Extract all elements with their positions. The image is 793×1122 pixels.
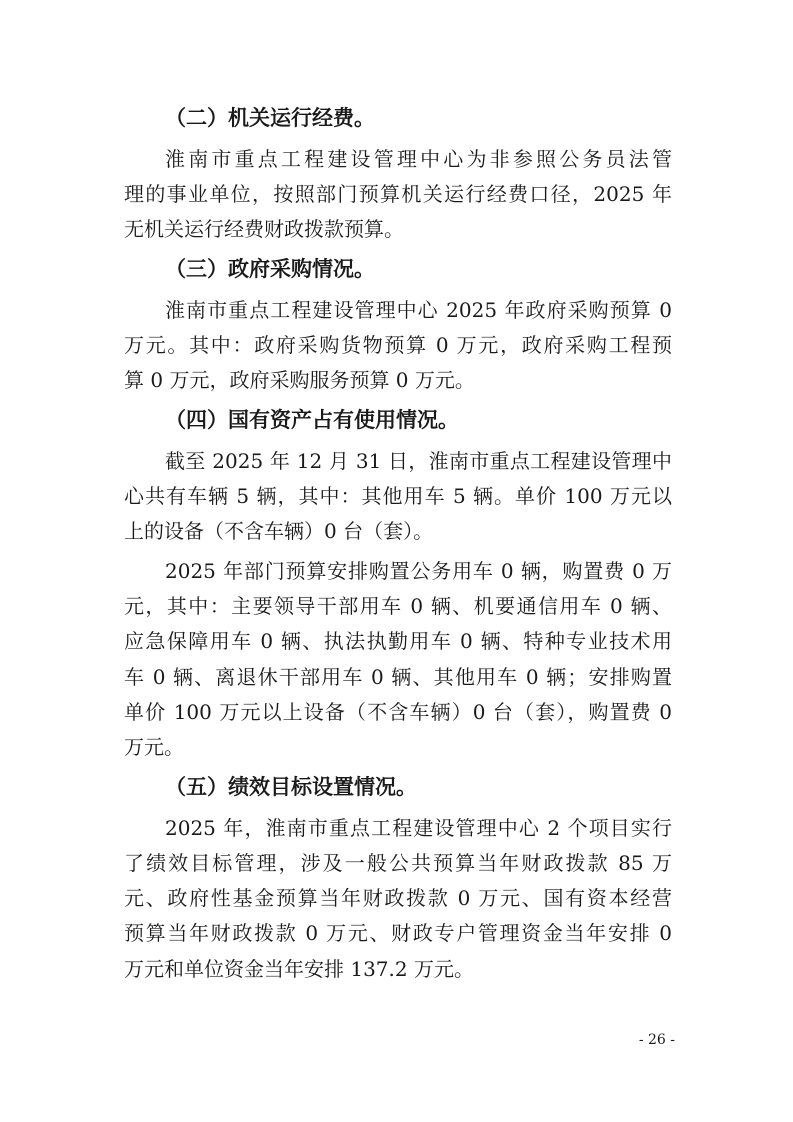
paragraph-line: 车 0 辆、离退休干部用车 0 辆、其他用车 0 辆；安排购置 xyxy=(124,665,672,689)
section-heading-operating-funds: （二）机关运行经费。 xyxy=(165,105,375,130)
paragraph-line: 算 0 万元，政府采购服务预算 0 万元。 xyxy=(124,368,475,392)
paragraph-line: 理的事业单位，按照部门预算机关运行经费口径，2025 年 xyxy=(124,182,672,206)
paragraph-line: 元，其中：主要领导干部用车 0 辆、机要通信用车 0 辆、 xyxy=(124,594,672,618)
paragraph-line: 了绩效目标管理，涉及一般公共预算当年财政拨款 85 万 xyxy=(124,851,672,875)
paragraph-line: 万元和单位资金当年安排 137.2 万元。 xyxy=(124,957,474,981)
section-heading-state-assets: （四）国有资产占有使用情况。 xyxy=(165,407,459,432)
section-heading-procurement: （三）政府采购情况。 xyxy=(165,256,375,281)
paragraph-line: 预算当年财政拨款 0 万元、财政专户管理资金当年安排 0 xyxy=(124,921,672,945)
section-heading-performance-goals: （五）绩效目标设置情况。 xyxy=(165,774,417,799)
paragraph-line: 淮南市重点工程建设管理中心为非参照公务员法管 xyxy=(165,147,672,171)
page-number: - 26 - xyxy=(638,1032,675,1048)
paragraph-line: 万元。其中：政府采购货物预算 0 万元，政府采购工程预 xyxy=(124,333,672,357)
paragraph-line: 应急保障用车 0 辆、执法执勤用车 0 辆、特种专业技术用 xyxy=(124,629,672,653)
paragraph-line: 万元。 xyxy=(124,735,184,759)
paragraph-line: 无机关运行经费财政拨款预算。 xyxy=(124,217,404,241)
paragraph-line: 上的设备（不含车辆）0 台（套）。 xyxy=(124,519,434,543)
paragraph-line: 2025 年部门预算安排购置公务用车 0 辆，购置费 0 万 xyxy=(165,559,672,583)
paragraph-line: 心共有车辆 5 辆，其中：其他用车 5 辆。单价 100 万元以 xyxy=(124,484,672,508)
paragraph-line: 单价 100 万元以上设备（不含车辆）0 台（套），购置费 0 xyxy=(124,700,672,724)
paragraph-line: 2025 年，淮南市重点工程建设管理中心 2 个项目实行 xyxy=(165,816,672,840)
paragraph-line: 截至 2025 年 12 月 31 日，淮南市重点工程建设管理中 xyxy=(165,449,672,473)
paragraph-line: 元、政府性基金预算当年财政拨款 0 万元、国有资本经营 xyxy=(124,886,672,910)
paragraph-line: 淮南市重点工程建设管理中心 2025 年政府采购预算 0 xyxy=(165,298,672,322)
